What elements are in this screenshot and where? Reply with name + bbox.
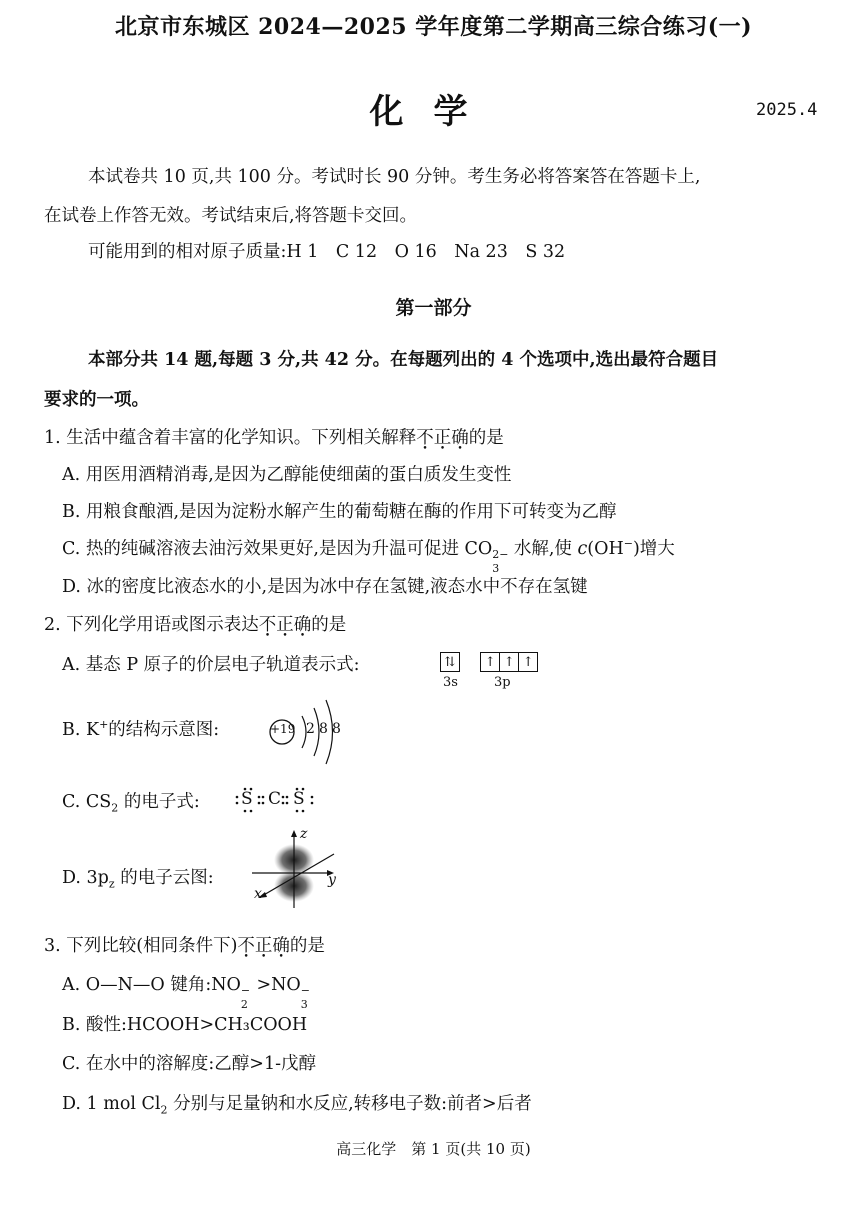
question-2-option-b: B. K+的结构示意图: xyxy=(62,718,220,740)
k-ion-structure-diagram xyxy=(266,696,356,768)
question-2-option-d: D. $3p_z$ 的电子云图: xyxy=(62,868,214,891)
electron-cloud-diagram xyxy=(248,826,348,910)
question-3-option-d: D. 1 mol $Cl_2$ 分别与足量钠和水反应,转移电子数:前者>后者 xyxy=(62,1094,532,1117)
axis-x-label: x xyxy=(254,886,262,902)
question-1-option-d: D. 冰的密度比液态水的小,是因为冰中存在氢键,液态水中不存在氢键 xyxy=(62,577,588,597)
orbital-diagram xyxy=(440,651,538,690)
question-1-option-a: A. 用医用酒精消毒,是因为乙醇能使细菌的蛋白质发生变性 xyxy=(62,465,512,485)
sulfur-atom-left: S xyxy=(241,789,253,809)
shell-2-electrons: 8 xyxy=(319,721,328,737)
orbital-3p-label: 3p xyxy=(494,675,511,690)
subject-title: 化学 xyxy=(369,92,498,132)
sulfur-atom-right: S xyxy=(293,789,305,809)
orbital-3p-box-1: ↑ xyxy=(480,652,500,672)
question-2-option-a: A. 基态 P 原子的价层电子轨道表示式: xyxy=(62,655,360,675)
cs2-electron-formula xyxy=(232,784,318,816)
question-1-option-b: B. 用粮食酿酒,是因为淀粉水解产生的葡萄糖在酶的作用下可转变为乙醇 xyxy=(62,502,617,522)
carbon-atom: C xyxy=(268,789,282,809)
question-3-stem: 3. 下列比较(相同条件下)不正确的是 xyxy=(44,936,325,956)
page-footer: 高三化学 第 1 页(共 10 页) xyxy=(336,1140,531,1158)
atomic-masses: 可能用到的相对原子质量:H 1 C 12 O 16 Na 23 S 32 xyxy=(88,242,566,262)
question-3-option-c: C. 在水中的溶解度:乙醇>1-戊醇 xyxy=(62,1054,316,1074)
axis-y-label: y xyxy=(328,872,336,888)
exam-title: 北京市东城区 2024—2025 学年度第二学期高三综合练习(一) xyxy=(114,14,753,40)
intro-line-1: 本试卷共 10 页,共 100 分。考试时长 90 分钟。考生务必将答案答在答题卡上, xyxy=(88,167,701,187)
intro-line-2: 在试卷上作答无效。考试结束后,将答题卡交回。 xyxy=(44,206,418,226)
orbital-3p-box-2: ↑ xyxy=(499,652,519,672)
question-3-option-a: A. O—N—O 键角:NO − 2 >NO − 3 xyxy=(62,975,310,1011)
question-3-option-b: B. 酸性:HCOOH>CH₃COOH xyxy=(62,1015,308,1035)
nucleus-charge: +19 xyxy=(270,722,296,736)
shell-3-electrons: 8 xyxy=(332,721,341,737)
question-2-stem: 2. 下列化学用语或图示表达不正确的是 xyxy=(44,615,347,635)
orbital-3s-box: ⇅ xyxy=(440,652,460,672)
axis-z-label: z xyxy=(300,826,308,842)
electron-cloud-svg xyxy=(248,826,348,910)
exam-date: 2025.4 xyxy=(756,100,818,120)
question-1-stem: 1. 生活中蕴含着丰富的化学知识。下列相关解释不正确的是 xyxy=(44,428,504,448)
part-one-title: 第一部分 xyxy=(395,297,472,319)
part-one-instructions-1: 本部分共 14 题,每题 3 分,共 42 分。在每题列出的 4 个选项中,选出最符合题目 xyxy=(88,350,719,370)
orbital-3s-label: 3s xyxy=(443,675,458,690)
question-2-option-c: C. $CS_2$ 的电子式: xyxy=(62,792,200,815)
shell-1-electrons: 2 xyxy=(306,721,315,737)
orbital-3p-box-3: ↑ xyxy=(518,652,538,672)
question-1-option-c: C. 热的纯碱溶液去油污效果更好,是因为升温可促进 CO 2− 3 水解,使 c(OH−)增大 xyxy=(62,537,675,575)
part-one-instructions-2: 要求的一项。 xyxy=(44,390,149,410)
